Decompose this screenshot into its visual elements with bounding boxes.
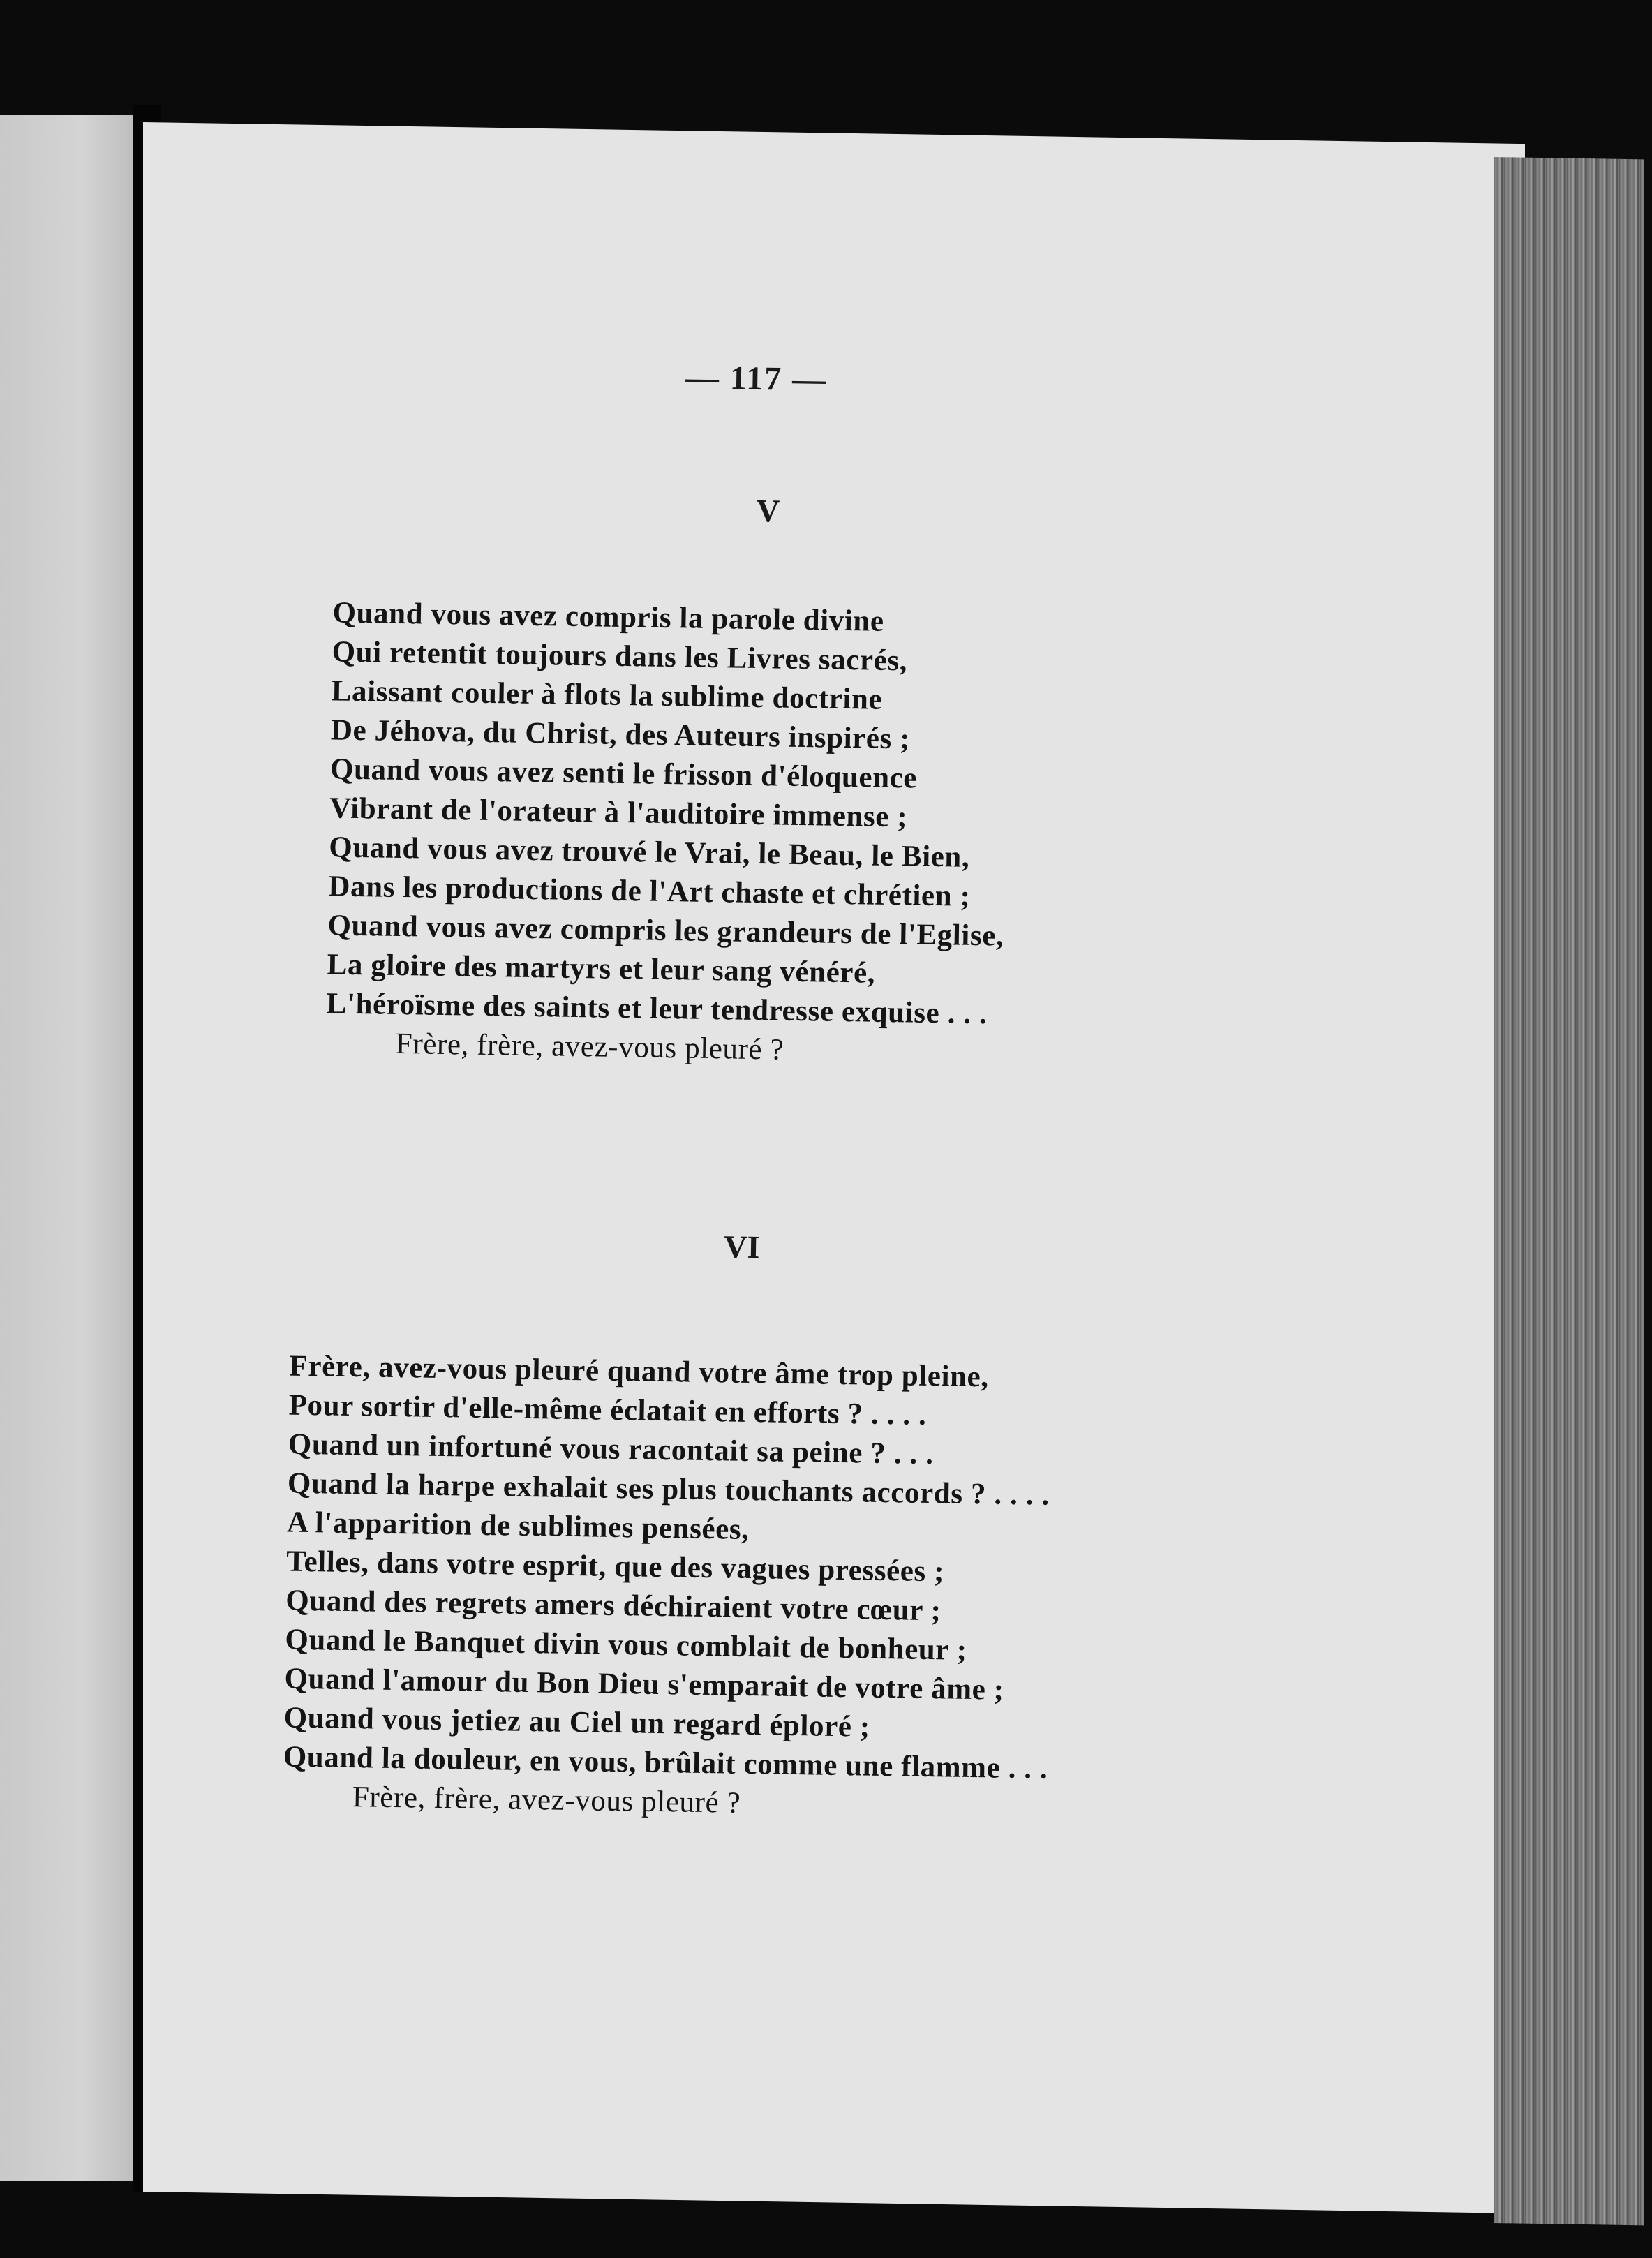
- section-heading: V: [756, 492, 780, 529]
- verse-line: Quand vous avez compris les grandeurs de l'Eglise,: [327, 909, 1004, 953]
- verse-line: Frère, avez-vous pleuré quand votre âme trop pleine,: [289, 1349, 990, 1394]
- page-number: — 117 —: [685, 359, 828, 399]
- verse-line: Quand l'amour du Bon Dieu s'emparait de votre âme ;: [284, 1662, 1005, 1707]
- verse-line: Quand vous avez compris la parole divine: [332, 596, 884, 638]
- verse-line: Quand vous avez senti le frisson d'éloquence: [329, 752, 918, 795]
- refrain-line: Frère, frère, avez-vous pleuré ?: [395, 1027, 784, 1067]
- verse-line: La gloire des martyrs et leur sang vénéré,: [327, 948, 876, 990]
- verse-line: A l'apparition de sublimes pensées,: [286, 1506, 750, 1546]
- verse-line: L'héroïsme des saints et leur tendresse exquise . . .: [326, 987, 988, 1031]
- verse-line: Quand un infortuné vous racontait sa peine ? . . .: [288, 1427, 934, 1471]
- stanza: [325, 593, 1149, 1075]
- verse-line: Vibrant de l'orateur à l'auditoire immense ;: [329, 792, 908, 834]
- verse-line: Pour sortir d'elle-même éclatait en efforts ? . . . .: [288, 1388, 927, 1432]
- verse-line: Telles, dans votre esprit, que des vagues pressées ;: [285, 1545, 945, 1589]
- verse-line: De Jéhova, du Christ, des Auteurs inspirés ;: [330, 713, 911, 756]
- verse-line: Laissant couler à flots la sublime doctrine: [331, 674, 883, 716]
- verse-line: Quand la harpe exhalait ses plus touchants accords ? . . . .: [287, 1466, 1050, 1512]
- verse-line: Quand des regrets amers déchiraient votre cœur ;: [285, 1584, 942, 1628]
- stanza: [282, 1347, 1189, 1830]
- verse-line: Qui retentit toujours dans les Livres sacrés,: [332, 635, 908, 678]
- verse-line: Quand vous jetiez au Ciel un regard éploré ;: [283, 1701, 871, 1744]
- verse-line: Quand vous avez trouvé le Vrai, le Beau, le Bien,: [328, 831, 970, 874]
- section-heading: VI: [723, 1228, 760, 1265]
- verse-line: Quand la douleur, en vous, brûlait comme une flamme . . .: [283, 1740, 1048, 1785]
- verse-line: Dans les productions de l'Art chaste et chrétien ;: [328, 870, 971, 913]
- refrain-line: Frère, frère, avez-vous pleuré ?: [352, 1781, 741, 1820]
- verse-line: Quand le Banquet divin vous comblait de bonheur ;: [285, 1623, 967, 1667]
